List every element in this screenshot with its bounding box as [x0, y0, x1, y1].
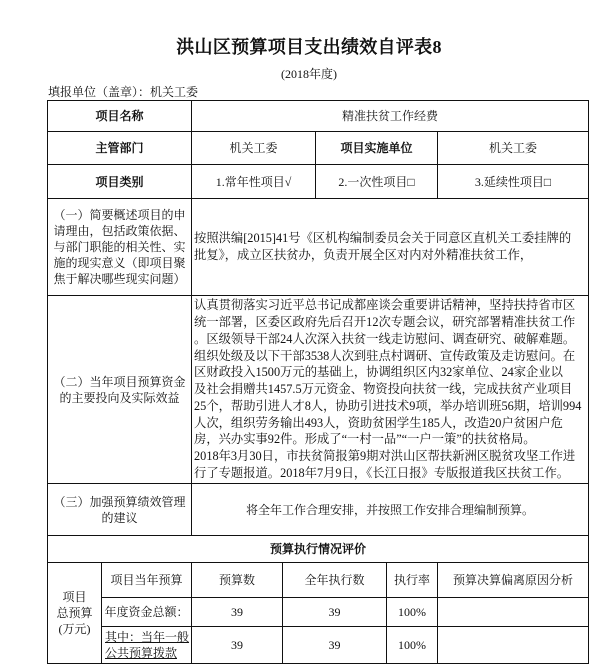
- section-2-label-line: （二）当年项目预算资金: [53, 374, 186, 389]
- header-executed: 全年执行数: [283, 563, 387, 598]
- budget-group-label-line: 项目: [62, 590, 87, 604]
- budget-group-label-line: 总预算: [56, 606, 93, 620]
- section-3-label-line: 的建议: [101, 510, 138, 525]
- section-2-content-line: 行了专题报道。2018年7月9日，《长江日报》专版报道我区扶贫工作。: [194, 466, 570, 481]
- section-2-content-line: 2018年3月30日，市扶贫简报第9期对洪山区帮扶新洲区脱贫攻坚工作进: [194, 449, 576, 464]
- row-section-2: [48, 296, 589, 484]
- document-year: (2018年度): [281, 67, 337, 81]
- general-public-label: [102, 627, 192, 664]
- annual-total-budget: 39: [192, 598, 283, 627]
- header-budget: 预算数: [192, 563, 283, 598]
- general-public-executed: 39: [283, 627, 387, 664]
- section-2-content-line: 及社会捐赠共1457.5万元资金、物资投向扶贫一线，完成扶贫产业项目: [194, 382, 573, 397]
- section-2-content-line: 人次，组织劳务输出493人，资助贫困学生185人，改造20户贫困户危: [194, 415, 563, 430]
- section-2-label: [48, 296, 192, 484]
- section-1-content-line: 批复》，成立区扶贫办，负责开展全区对内对外精准扶贫工作，: [194, 248, 533, 262]
- category-option-one-time: 2.一次性项目□: [316, 165, 438, 199]
- section-2-content-line: 区财政投入1500万元的基础上，协调组织区内32家单位、24家企业以: [194, 365, 563, 380]
- row-section-1: [48, 199, 589, 296]
- general-public-rate: 100%: [387, 627, 438, 664]
- filing-unit: 填报单位（盖章）：机关工委: [48, 85, 199, 99]
- header-item: 项目当年预算: [102, 563, 192, 598]
- header-deviation: 预算决算偏离原因分析: [438, 563, 589, 598]
- section-2-content-line: 。区级领导干部24人次深入扶贫一线走访慰问、调查研究、破解难题。: [194, 331, 576, 346]
- section-1-label-line: 请理由，包括政策依据、: [53, 224, 186, 238]
- section-1-label-line: 焦于解决哪些现实问题）: [53, 272, 186, 286]
- section-2-content: [192, 296, 589, 484]
- row-project-name: [48, 101, 589, 132]
- budget-group-label: [48, 563, 102, 664]
- section-2-content-line: 认真贯彻落实习近平总书记成都座谈会重要讲话精神，坚持扶持省市区: [194, 298, 576, 313]
- section-1-label-line: 施的现实意义（即项目聚: [53, 256, 186, 270]
- budget-execution-title: 预算执行情况评价: [48, 536, 589, 563]
- general-public-budget: 39: [192, 627, 283, 664]
- performance-evaluation-table: [47, 100, 589, 664]
- project-name-value: 精准扶贫工作经费: [192, 101, 589, 132]
- impl-unit-value: 机关工委: [438, 132, 589, 165]
- annual-total-label-line: 年度资金总额：: [104, 605, 189, 619]
- section-2-content-line: 统一部署，区委区政府先后召开12次专题会议，研究部署精准扶贫工作: [194, 314, 576, 329]
- section-1-label-line: 与部门职能的相关性、实: [53, 240, 186, 254]
- dept-label: 主管部门: [48, 132, 192, 165]
- annual-total-deviation: [438, 598, 589, 627]
- document-title: 洪山区预算项目支出绩效自评表8: [176, 37, 442, 57]
- general-public-label-line: 公共预算拨款: [105, 646, 178, 660]
- category-option-recurring: 1.常年性项目√: [192, 165, 316, 199]
- annual-total-label: [102, 598, 192, 627]
- row-budget-header: [48, 563, 589, 598]
- section-2-content-line: 房，兴办实事92件。形成了“一村一品”“一户一策”的扶贫格局。: [194, 432, 536, 447]
- section-3-content: [192, 484, 589, 536]
- general-public-deviation: [438, 627, 589, 664]
- impl-unit-label: 项目实施单位: [316, 132, 438, 165]
- general-public-label-line: 其中：当年一般: [105, 630, 190, 644]
- section-3-label: [48, 484, 192, 536]
- section-1-label-line: （一）简要概述项目的申: [53, 208, 186, 222]
- section-3-label-line: （三）加强预算绩效管理: [53, 494, 186, 509]
- row-department: [48, 132, 589, 165]
- section-1-label: [48, 199, 192, 296]
- category-option-continuing: 3.延续性项目□: [438, 165, 589, 199]
- section-2-label-line: 的主要投向及实际效益: [59, 390, 180, 405]
- section-2-content-line: 25个，帮助引进人才8人，协助引进技术9项，举办培训班56期，培训994: [194, 398, 582, 413]
- header-rate: 执行率: [387, 563, 438, 598]
- dept-value: 机关工委: [192, 132, 316, 165]
- budget-row-general-public: [48, 627, 589, 664]
- annual-total-executed: 39: [283, 598, 387, 627]
- row-section-3: [48, 484, 589, 536]
- section-2-content-line: 组织处级及以下干部3538人次到驻点村调研、宣传政策及走访慰问。在: [194, 348, 576, 363]
- annual-total-rate: 100%: [387, 598, 438, 627]
- section-3-content-line: 将全年工作合理安排，并按照工作安排合理编制预算。: [246, 502, 535, 517]
- budget-row-annual-total: [48, 598, 589, 627]
- budget-group-label-line: (万元): [58, 622, 91, 636]
- row-budget-title: [48, 536, 589, 563]
- category-label: 项目类别: [48, 165, 192, 199]
- section-1-content-line: 按照洪编[2015]41号《区机构编制委员会关于同意区直机关工委挂牌的: [194, 231, 572, 246]
- section-1-content: [192, 199, 589, 296]
- project-name-label: 项目名称: [48, 101, 192, 132]
- row-category: [48, 165, 589, 199]
